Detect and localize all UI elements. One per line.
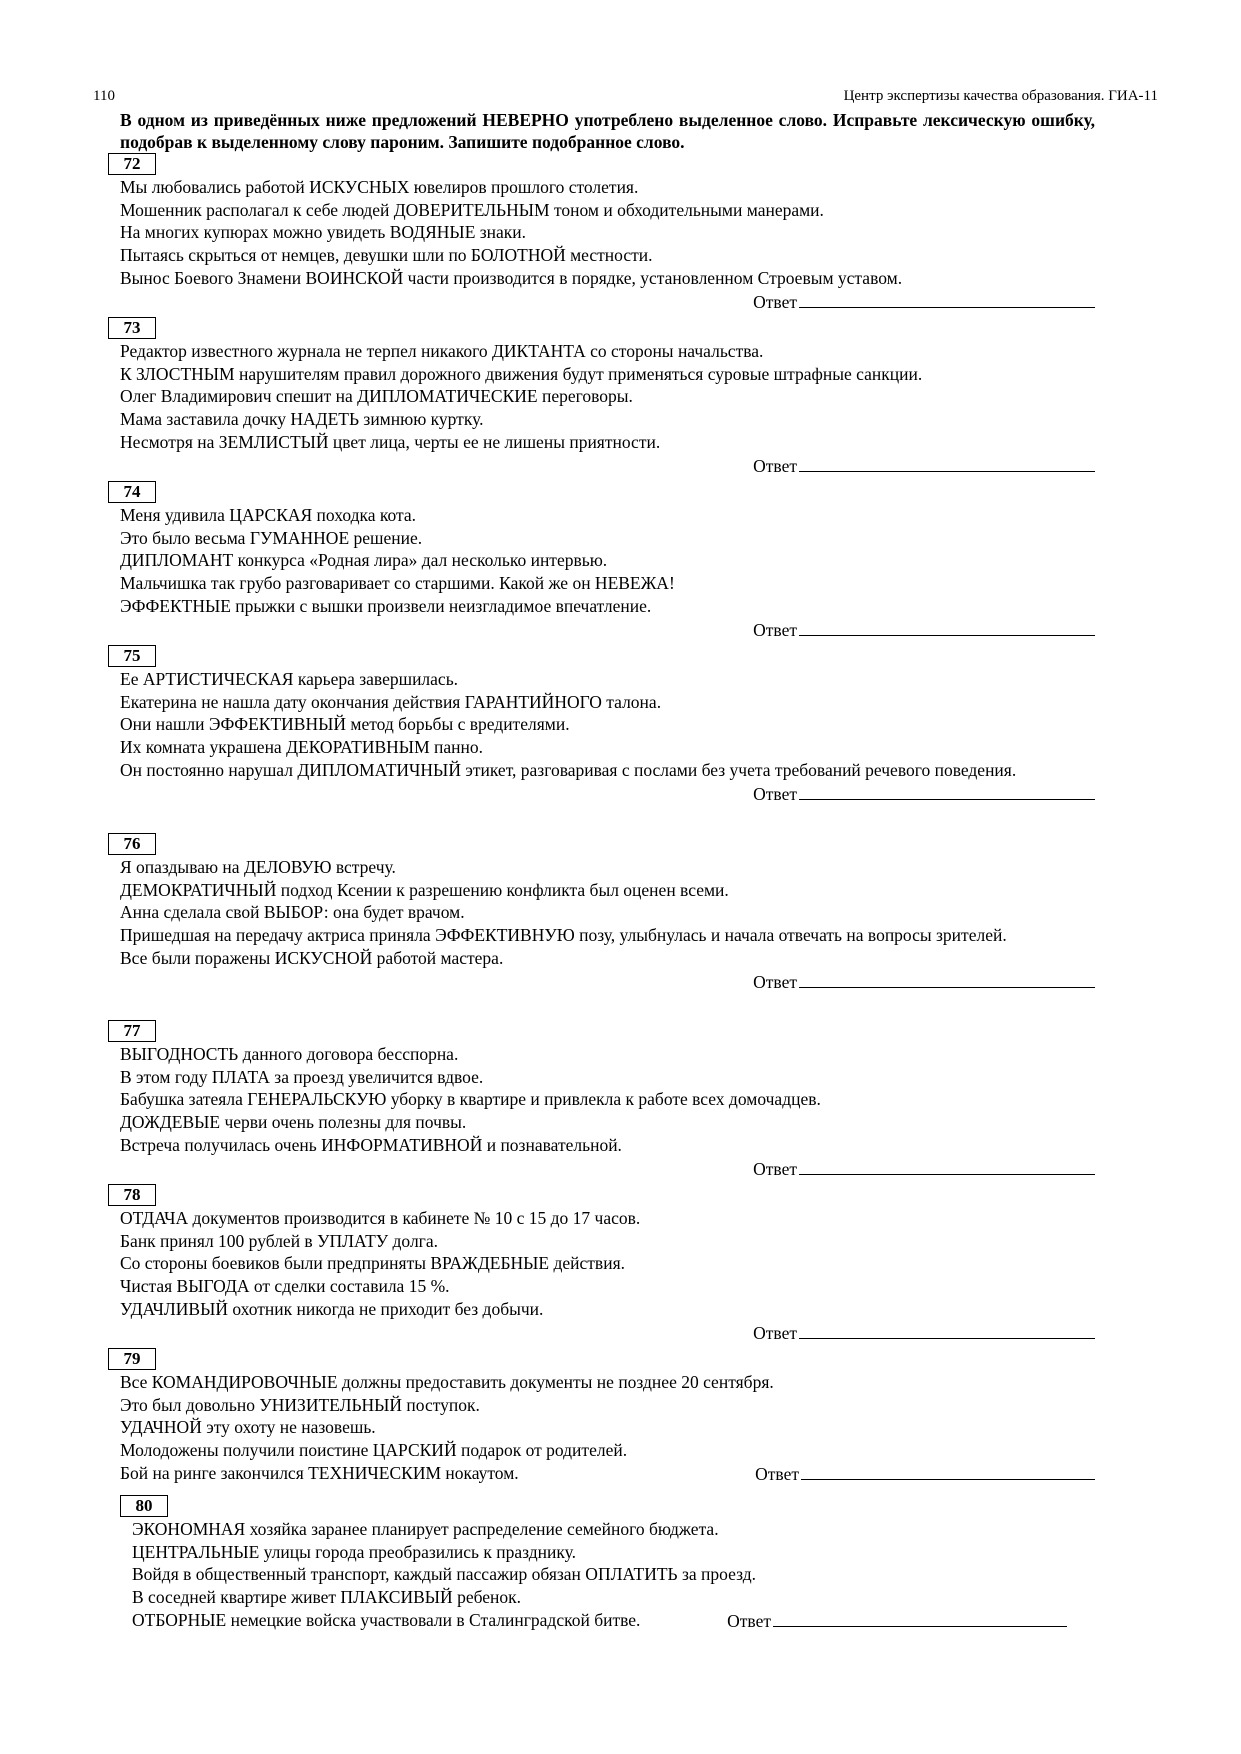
answer-row (755, 1462, 1095, 1486)
answer-field[interactable] (799, 1157, 1095, 1175)
sentence-list (120, 340, 1095, 454)
sentence: Молодожены получили поистине ЦАРСКИЙ подарок от родителей. (120, 1440, 628, 1461)
answer-row (120, 290, 1095, 313)
sentence: Их комната украшена ДЕКОРАТИВНЫМ панно. (120, 737, 483, 758)
answer-label: Ответ (753, 291, 797, 312)
sentence-list (120, 1207, 1095, 1321)
sentence-list (120, 504, 1095, 618)
answer-label: Ответ (753, 1158, 797, 1179)
sentence: ДЕМОКРАТИЧНЫЙ подход Ксении к разрешению конфликта был оценен всеми. (120, 879, 729, 900)
task-number: 76 (108, 833, 156, 855)
answer-label: Ответ (755, 1463, 799, 1484)
sentence: Мама заставила дочку НАДЕТЬ зимнюю куртку. (120, 409, 484, 430)
answer-field[interactable] (773, 1609, 1067, 1627)
sentence-list (120, 856, 1095, 970)
sentence: ЦЕНТРАЛЬНЫЕ улицы города преобразились к празднику. (132, 1541, 576, 1562)
answer-label: Ответ (753, 783, 797, 804)
task-instruction: В одном из приведённых ниже предложений НЕВЕРНО употреблено выделенное слово. Исправьте лексическую ошибку, подобрав к выделенному слову пароним. Запишите подобранное слово. (120, 110, 1095, 152)
answer-row (727, 1609, 1067, 1633)
sentence: ОТДАЧА документов производится в кабинете № 10 с 15 до 17 часов. (120, 1208, 641, 1228)
task-72 (120, 152, 1095, 313)
sentence: Меня удивила ЦАРСКАЯ походка кота. (120, 505, 416, 525)
answer-field[interactable] (799, 1321, 1095, 1339)
sentence: В этом году ПЛАТА за проезд увеличится вдвое. (120, 1066, 484, 1087)
sentence: Это было весьма ГУМАННОЕ решение. (120, 527, 423, 548)
sentence: Я опаздываю на ДЕЛОВУЮ встречу. (120, 857, 396, 877)
task-number: 75 (108, 645, 156, 667)
sentence-text: Бой на ринге закончился ТЕХНИЧЕСКИМ нокаутом. (120, 1462, 519, 1483)
task-76 (120, 832, 1095, 993)
sentence: Мальчишка так грубо разговаривает со старшими. Какой же он НЕВЕЖА! (120, 573, 675, 594)
sentence: В соседней квартире живет ПЛАКСИВЫЙ ребенок. (132, 1587, 522, 1608)
sentence-list (120, 1371, 1095, 1485)
sentence-list (120, 1043, 1095, 1157)
sentence: УДАЧЛИВЫЙ охотник никогда не приходит без добычи. (120, 1298, 544, 1319)
task-number: 77 (108, 1020, 156, 1042)
sentence: Ее АРТИСТИЧЕСКАЯ карьера завершилась. (120, 669, 459, 689)
answer-field[interactable] (799, 618, 1095, 636)
sentence-list (132, 1518, 1067, 1632)
task-number: 72 (108, 153, 156, 175)
sentence-text: ОТБОРНЫЕ немецкие войска участвовали в Сталинградской битве. (132, 1609, 641, 1630)
sentence: Он постоянно нарушал ДИПЛОМАТИЧНЫЙ этикет, разговаривая с послами без учета требований речевого поведения. (120, 759, 1017, 780)
sentence: Бабушка затеяла ГЕНЕРАЛЬСКУЮ уборку в квартире и привлекла к работе всех домочадцев. (120, 1089, 821, 1110)
task-75 (120, 644, 1095, 805)
task-79 (120, 1347, 1095, 1485)
task-74 (120, 480, 1095, 641)
answer-field[interactable] (799, 970, 1095, 988)
answer-field[interactable] (799, 290, 1095, 308)
sentence (132, 1609, 1067, 1632)
sentence: Это был довольно УНИЗИТЕЛЬНЫЙ поступок. (120, 1394, 480, 1415)
answer-label: Ответ (753, 619, 797, 640)
task-number: 80 (120, 1495, 168, 1517)
sentence: Чистая ВЫГОДА от сделки составила 15 %. (120, 1276, 450, 1297)
sentence-list (120, 668, 1095, 782)
task-78 (120, 1183, 1095, 1344)
sentence: Мы любовались работой ИСКУСНЫХ ювелиров прошлого столетия. (120, 177, 639, 197)
page-header (93, 88, 1158, 108)
answer-row (120, 454, 1095, 477)
task-number: 74 (108, 481, 156, 503)
sentence: Со стороны боевиков были предприняты ВРАЖДЕБНЫЕ действия. (120, 1253, 625, 1274)
sentence: ЭФФЕКТНЫЕ прыжки с вышки произвели неизгладимое впечатление. (120, 595, 652, 616)
sentence: Олег Владимирович спешит на ДИПЛОМАТИЧЕСКИЕ переговоры. (120, 386, 633, 407)
answer-label: Ответ (753, 1322, 797, 1343)
task-77 (120, 1019, 1095, 1180)
answer-field[interactable] (801, 1462, 1095, 1480)
answer-row (120, 970, 1095, 993)
page-number: 110 (93, 88, 115, 104)
sentence: Встреча получилась очень ИНФОРМАТИВНОЙ и познавательной. (120, 1134, 622, 1155)
task-number: 73 (108, 317, 156, 339)
answer-field[interactable] (799, 782, 1095, 800)
sentence: Мошенник располагал к себе людей ДОВЕРИТЕЛЬНЫМ тоном и обходительными манерами. (120, 199, 824, 220)
sentence: Все КОМАНДИРОВОЧНЫЕ должны предоставить документы не позднее 20 сентября. (120, 1372, 774, 1392)
answer-row (120, 782, 1095, 805)
sentence: Пытаясь скрыться от немцев, девушки шли по БОЛОТНОЙ местности. (120, 245, 653, 266)
answer-row (120, 1157, 1095, 1180)
sentence: Екатерина не нашла дату окончания действия ГАРАНТИЙНОГО талона. (120, 691, 662, 712)
sentence: Анна сделала свой ВЫБОР: она будет врачом. (120, 902, 465, 923)
sentence: К ЗЛОСТНЫМ нарушителям правил дорожного движения будут применяться суровые штрафные санкции. (120, 363, 923, 384)
answer-field[interactable] (799, 454, 1095, 472)
sentence: Пришедшая на передачу актриса приняла ЭФФЕКТИВНУЮ позу, улыбнулась и начала отвечать на вопросы зрителей. (120, 925, 1007, 946)
sentence: ВЫГОДНОСТЬ данного договора бесспорна. (120, 1044, 459, 1064)
task-80 (132, 1494, 1067, 1632)
sentence: Редактор известного журнала не терпел никакого ДИКТАНТА со стороны начальства. (120, 341, 764, 361)
sentence: Вынос Боевого Знамени ВОИНСКОЙ части производится в порядке, установленном Строевым уставом. (120, 267, 903, 288)
header-title: Центр экспертизы качества образования. ГИА-11 (843, 88, 1158, 104)
sentence (120, 1462, 1095, 1485)
task-number: 79 (108, 1348, 156, 1370)
task-number: 78 (108, 1184, 156, 1206)
answer-row (120, 1321, 1095, 1344)
sentence: На многих купюрах можно увидеть ВОДЯНЫЕ знаки. (120, 222, 527, 243)
sentence: Банк принял 100 рублей в УПЛАТУ долга. (120, 1230, 438, 1251)
answer-row (120, 618, 1095, 641)
sentence: ДОЖДЕВЫЕ черви очень полезны для почвы. (120, 1112, 467, 1133)
answer-label: Ответ (727, 1610, 771, 1631)
task-73 (120, 316, 1095, 477)
sentence: ДИПЛОМАНТ конкурса «Родная лира» дал несколько интервью. (120, 550, 608, 571)
sentence: Несмотря на ЗЕМЛИСТЫЙ цвет лица, черты ее не лишены приятности. (120, 431, 661, 452)
answer-label: Ответ (753, 455, 797, 476)
sentence: Все были поражены ИСКУСНОЙ работой мастера. (120, 947, 504, 968)
answer-label: Ответ (753, 971, 797, 992)
sentence: ЭКОНОМНАЯ хозяйка заранее планирует распределение семейного бюджета. (132, 1519, 719, 1539)
sentence: Войдя в общественный транспорт, каждый пассажир обязан ОПЛАТИТЬ за проезд. (132, 1564, 756, 1585)
sentence: УДАЧНОЙ эту охоту не назовешь. (120, 1417, 376, 1438)
sentence-list (120, 176, 1095, 290)
sentence: Они нашли ЭФФЕКТИВНЫЙ метод борьбы с вредителями. (120, 714, 570, 735)
